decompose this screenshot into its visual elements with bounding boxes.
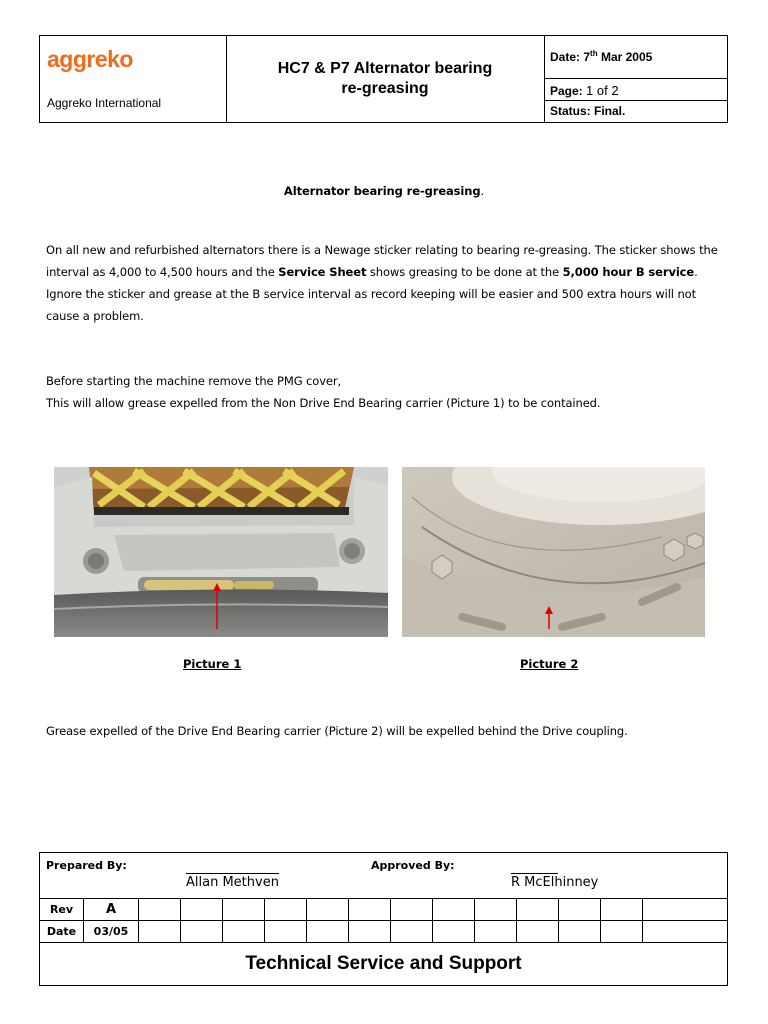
department-name: Technical Service and Support <box>245 953 522 974</box>
intro-paragraph: On all new and refurbished alternators there is a Newage sticker relating to bearing re-greasing. The sticker shows the interval as 4,000 to 4,500 hours and the Service Sheet shows greasing to be done at the 5,000 hour B service. Ignore the sticker and grease at the B service interval as record keeping will be easier and 500 extra hours will not cause a problem. <box>46 243 718 323</box>
picture-2-de-bearing <box>402 467 705 637</box>
signature-row <box>40 853 727 899</box>
header-meta-cell <box>545 36 727 122</box>
aggreko-logo: aggreko <box>47 46 133 72</box>
date-value: 03/05 <box>84 921 139 942</box>
header-date: Date: 7th Mar 2005 <box>545 36 727 79</box>
rev-value: A <box>84 899 139 920</box>
prepared-by-label: Prepared By: <box>46 859 127 872</box>
prepared-signature-line <box>186 873 279 874</box>
picture-1-nde-bearing <box>54 467 388 637</box>
header-logo-cell <box>40 36 227 122</box>
document-header <box>39 35 728 123</box>
approved-signature-line <box>511 873 558 874</box>
company-name: Aggreko International <box>47 96 162 110</box>
drive-end-note: Grease expelled of the Drive End Bearing carrier (Picture 2) will be expelled behind the Drive coupling. <box>46 724 628 738</box>
document-title: HC7 & P7 Alternator bearing re-greasing <box>277 60 493 97</box>
header-title-cell <box>226 36 545 122</box>
prepared-by-name: Allan Methven <box>186 875 279 890</box>
revision-row <box>40 899 727 921</box>
picture-1-caption: Picture 1 <box>183 657 242 671</box>
approved-by-name: R McElhinney <box>511 875 599 890</box>
revision-date-row <box>40 921 727 943</box>
document-footer <box>39 852 728 986</box>
approved-by-label: Approved By: <box>371 859 455 872</box>
section-heading: Alternator bearing re-greasing. <box>283 184 485 198</box>
picture-2-caption: Picture 2 <box>520 657 579 671</box>
header-page: Page: 1 of 2 <box>545 79 727 101</box>
pmg-instruction: Before starting the machine remove the PMG cover, This will allow grease expelled from the Non Drive End Bearing carrier (Picture 1) to be contained. <box>46 374 601 410</box>
header-status: Status: Final. <box>550 104 626 118</box>
date-label: Date <box>40 921 84 942</box>
rev-label: Rev <box>40 899 84 920</box>
